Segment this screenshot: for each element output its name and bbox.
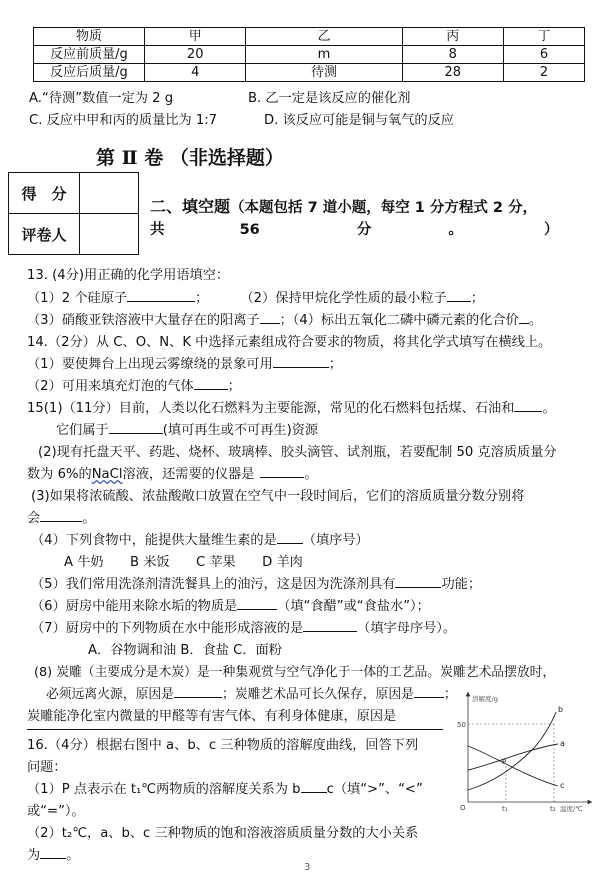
q15-2b-text: 数为 6%的 bbox=[27, 467, 92, 482]
q16-line6 bbox=[27, 844, 79, 863]
section-total-value: 56 bbox=[239, 222, 260, 238]
q15-line14 bbox=[46, 683, 457, 702]
x-axis-label: 温度/℃ bbox=[560, 805, 583, 813]
table-header-cell: 丁 bbox=[503, 28, 584, 46]
answer-blank[interactable] bbox=[303, 619, 357, 632]
q15-5-end: 功能； bbox=[441, 577, 482, 592]
q15-line13: (8) 炭雕（主要成分是木炭）是一种集观赏与空气净化于一体的工艺品。炭雕艺术品摆放时， bbox=[34, 665, 556, 680]
q14-1-end: ； bbox=[328, 357, 342, 372]
x-tick-t2: t₂ bbox=[550, 805, 556, 813]
x-tick-t1: t₁ bbox=[502, 805, 508, 813]
q15-line3: (2)现有托盘天平、药匙、烧杯、玻璃棒、胶头滴管、试剂瓶，若要配制 50 克溶质质量分 bbox=[38, 445, 557, 460]
answer-blank[interactable] bbox=[174, 685, 222, 698]
q14-2-end: ； bbox=[227, 379, 241, 394]
q14-line2 bbox=[27, 375, 241, 394]
q13-2-end: ； bbox=[470, 291, 484, 306]
q13-4-text: ；（4）标出五氧化二磷中磷元素的化合价 bbox=[279, 313, 519, 328]
q16-1-text: （1）P 点表示在 t₁℃两物质的溶解度关系为 b bbox=[27, 782, 301, 797]
answer-blank[interactable] bbox=[301, 780, 327, 793]
q15-3c-text: 。 bbox=[82, 511, 96, 526]
table-header-cell: 丙 bbox=[402, 28, 503, 46]
q14-line1 bbox=[27, 353, 342, 372]
q15-3b-text: 会 bbox=[27, 511, 41, 526]
q13-4-end: 。 bbox=[528, 313, 542, 328]
table-header-cell: 物质 bbox=[34, 28, 145, 46]
answer-blank[interactable] bbox=[237, 597, 277, 610]
y-axis-label: 溶解度/g bbox=[472, 695, 498, 703]
nacl-formula: NaCl bbox=[91, 467, 123, 482]
q14-2-text: （2）可用来填充灯泡的气体 bbox=[27, 379, 194, 394]
table-cell: 20 bbox=[145, 46, 246, 64]
q13-3-text: （3）硝酸亚铁溶液中大量存在的阳离子 bbox=[27, 313, 260, 328]
answer-blank[interactable] bbox=[260, 465, 304, 478]
page-number: 3 bbox=[304, 862, 311, 873]
q15-7-text: （7）厨房中的下列物质在水中能形成溶液的是 bbox=[31, 621, 304, 636]
q15-6-note: （填“食醋”或“食盐水”）； bbox=[277, 599, 430, 614]
q16-2b-text: 为 bbox=[27, 848, 41, 863]
q15-4-options: A 牛奶 B 米饭 C 苹果 D 羊肉 bbox=[64, 555, 303, 570]
q16-line5: （2）t₂℃，a、b、c 三种物质的饱和溶液溶质质量分数的大小关系 bbox=[27, 826, 419, 841]
q13-line2 bbox=[27, 309, 542, 328]
q15-5-text: （5）我们常用洗涤剂清洗餐具上的油污，这是因为洗涤剂具有 bbox=[31, 577, 396, 592]
q15-line11 bbox=[31, 617, 456, 636]
option-a: A.“待测”数值一定为 2 g bbox=[29, 91, 174, 106]
option-c: C. 反应中甲和丙的质量比为 1:7 bbox=[29, 113, 218, 128]
point-p-label: P bbox=[502, 758, 507, 766]
score-label: 得 分 bbox=[9, 173, 80, 214]
q15-2e-text: 。 bbox=[304, 467, 318, 482]
q15-line5: (3)如果将浓硫酸、浓盐酸敞口放置在空气中一段时间后，它们的溶质质量分数分别将 bbox=[31, 489, 525, 504]
option-d: D. 该反应可能是铜与氧气的反应 bbox=[264, 113, 454, 128]
table-cell: 28 bbox=[402, 64, 503, 82]
q16-1-note: c（填“>”、“<” bbox=[326, 782, 423, 797]
q15-7-note: （填字母序号）。 bbox=[357, 621, 457, 636]
q15-line7 bbox=[31, 529, 369, 548]
q15-6-text: （6）厨房中能用来除水垢的物质是 bbox=[31, 599, 238, 614]
q15-4-text: （4）下列食物中，能提供大量维生素的是 bbox=[31, 533, 277, 548]
answer-blank[interactable] bbox=[194, 377, 228, 390]
q16-line3 bbox=[27, 778, 423, 797]
table-cell: 4 bbox=[145, 64, 246, 82]
table-cell: m bbox=[246, 46, 402, 64]
section-title: 二、填空题 bbox=[150, 197, 231, 216]
answer-blank[interactable] bbox=[277, 531, 303, 544]
table-cell: 反应前质量/g bbox=[34, 46, 145, 64]
option-b: B. 乙一定是该反应的催化剂 bbox=[248, 91, 411, 106]
q15-7-options: A．谷物调和油 B．食盐 C．面粉 bbox=[88, 643, 282, 658]
q15-1-text: 15(1)（11分）目前，人类以化石燃料为主要能源，常见的化石燃料包括煤、石油和 bbox=[27, 401, 515, 416]
table-row bbox=[34, 46, 585, 64]
q15-4-note: （填序号） bbox=[302, 533, 369, 548]
section-heading bbox=[150, 194, 537, 217]
q15-8d-text: ； bbox=[443, 687, 457, 702]
q13-line1 bbox=[27, 287, 484, 306]
section-note: （本题包括 7 道小题，每空 1 分方程式 2 分， bbox=[230, 200, 538, 216]
q14-1-text: （1）要使舞台上出现云雾缭绕的景象可用 bbox=[27, 357, 273, 372]
q15-line2 bbox=[56, 419, 318, 438]
series-label-b: b bbox=[558, 705, 564, 714]
section-total-unit: 分 bbox=[356, 222, 372, 238]
answer-line[interactable] bbox=[27, 728, 443, 730]
table-cell: 2 bbox=[503, 64, 584, 82]
q15-2d-text: 溶液，还需要的仪器是 bbox=[122, 467, 255, 482]
q15-1d-text: (填可再生或不可再生)资源 bbox=[162, 423, 319, 438]
q15-line1 bbox=[27, 397, 556, 416]
section-heading-line2 bbox=[150, 218, 558, 239]
answer-blank[interactable] bbox=[260, 311, 280, 324]
table-cell: 待测 bbox=[246, 64, 402, 82]
q13-2-text: （2）保持甲烷化学性质的最小粒子 bbox=[240, 291, 447, 306]
series-label-a: a bbox=[560, 739, 565, 748]
q15-line15: 炭雕能净化室内微量的甲醛等有害气体、有利身体健康，原因是 bbox=[27, 709, 397, 724]
q14-heading: 14.（2分）从 C、O、N、K 中选择元素组成符合要求的物质，将其化学式填写在横线上。 bbox=[27, 335, 552, 350]
solubility-chart bbox=[454, 690, 594, 816]
answer-blank[interactable] bbox=[40, 846, 66, 859]
score-blank bbox=[80, 173, 139, 214]
table-cell: 6 bbox=[503, 46, 584, 64]
q16-line1: 16.（4分）根据右图中 a、b、c 三种物质的溶解度曲线，回答下列 bbox=[27, 738, 419, 753]
q16-2c-text: 。 bbox=[66, 848, 80, 863]
q13-1-text: （1）2 个硅原子 bbox=[27, 291, 128, 306]
mass-table bbox=[33, 27, 585, 82]
answer-blank[interactable] bbox=[127, 289, 195, 302]
grade-box bbox=[8, 172, 139, 255]
table-cell: 8 bbox=[402, 46, 503, 64]
q15-8b-text: 必须远离火源，原因是 bbox=[46, 687, 174, 702]
q15-line6 bbox=[27, 507, 95, 526]
table-header-cell: 乙 bbox=[246, 28, 402, 46]
section-total-period: 。 bbox=[448, 222, 463, 238]
answer-blank[interactable] bbox=[395, 575, 441, 588]
answer-blank[interactable] bbox=[40, 509, 82, 522]
section-total-prefix: 共 bbox=[150, 222, 165, 238]
q16-line2: 问题： bbox=[27, 760, 67, 775]
table-cell: 反应后质量/g bbox=[34, 64, 145, 82]
part2-title: 第 Ⅱ 卷 （非选择题） bbox=[96, 147, 284, 169]
table-header-cell: 甲 bbox=[145, 28, 246, 46]
q15-line10 bbox=[31, 595, 430, 614]
answer-blank[interactable] bbox=[414, 685, 444, 698]
q15-8c-text: ；炭雕艺术品可长久保存，原因是 bbox=[221, 687, 414, 702]
q13-heading: 13. (4分)用正确的化学用语填空： bbox=[27, 268, 230, 283]
origin-label: O bbox=[460, 804, 466, 812]
q15-line9 bbox=[31, 573, 481, 592]
table-row bbox=[34, 64, 585, 82]
answer-blank[interactable] bbox=[273, 355, 329, 368]
answer-blank[interactable] bbox=[109, 421, 163, 434]
answer-blank[interactable] bbox=[447, 289, 471, 302]
grader-blank bbox=[80, 214, 139, 255]
q15-1c-text: 它们属于 bbox=[56, 423, 109, 438]
section-total-close: ） bbox=[543, 222, 559, 238]
answer-blank[interactable] bbox=[519, 311, 529, 324]
series-label-c: c bbox=[560, 781, 565, 790]
q16-line4: 或“=”）。 bbox=[27, 804, 85, 819]
table-header-row bbox=[34, 28, 585, 46]
answer-blank[interactable] bbox=[514, 399, 542, 412]
q15-1-end: 。 bbox=[542, 401, 556, 416]
y-tick-50: 50 bbox=[457, 721, 466, 729]
q15-line4 bbox=[27, 463, 318, 482]
grader-label: 评卷人 bbox=[9, 214, 80, 255]
q13-1-end: ； bbox=[195, 291, 209, 306]
